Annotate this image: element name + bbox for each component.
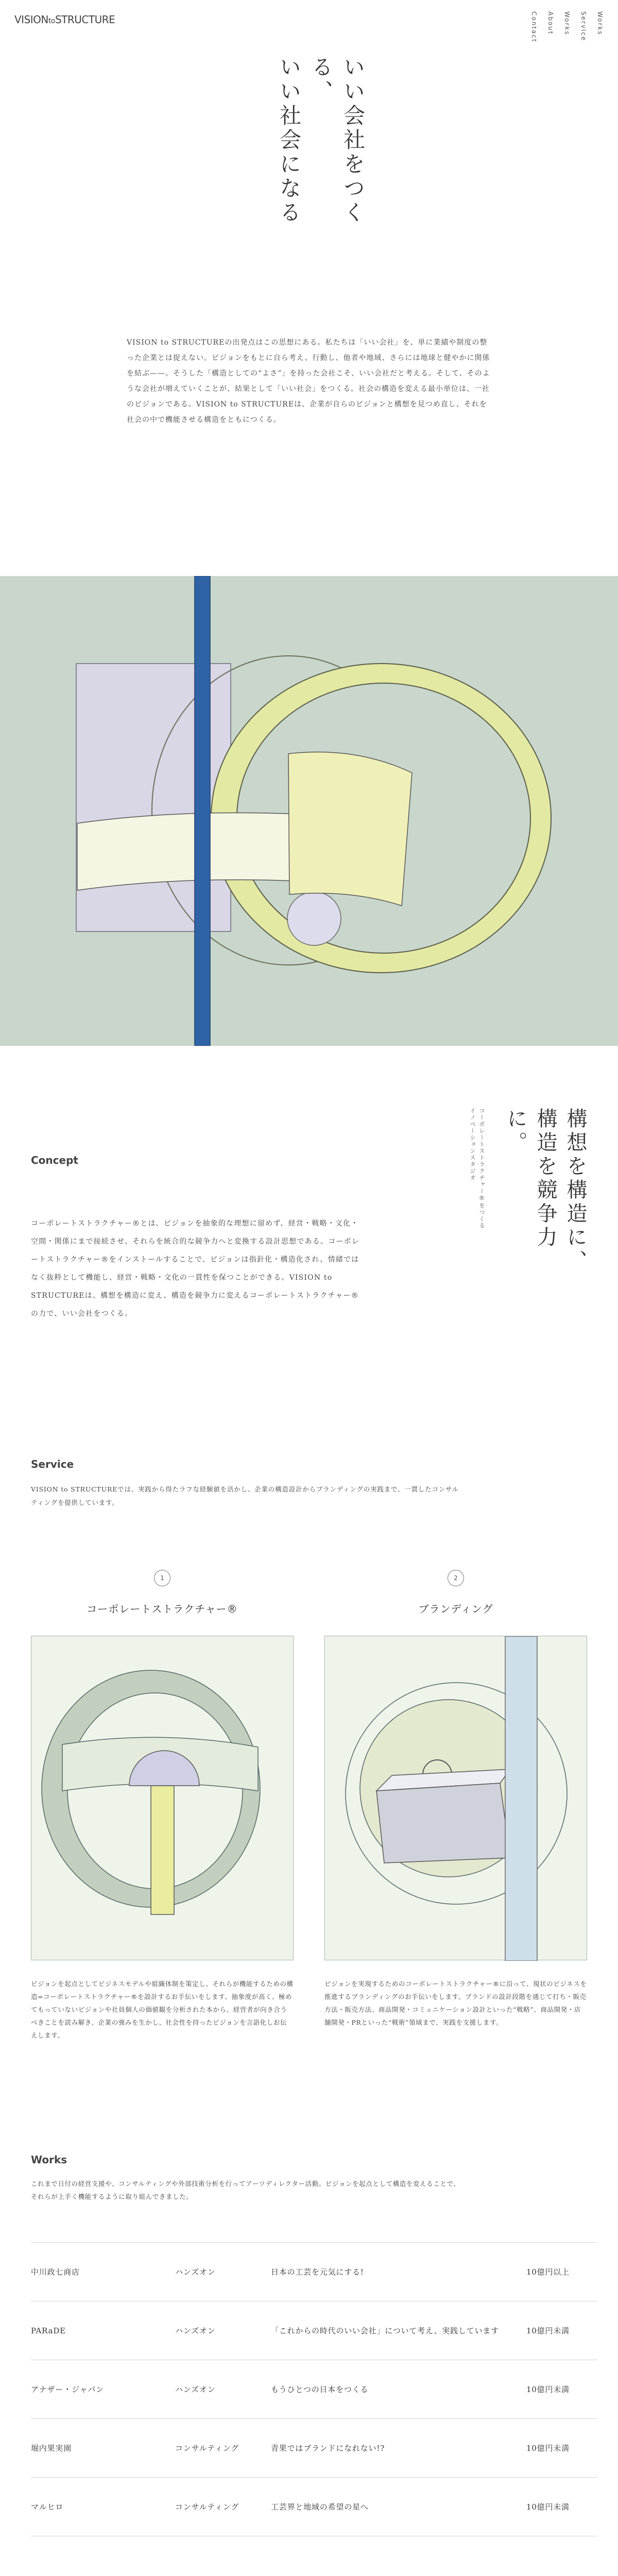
hero-title <box>273 56 369 231</box>
concept-heading: Concept <box>31 1154 78 1166</box>
works-row[interactable] <box>31 2360 597 2419</box>
works-title: もうひとつの日本をつくる <box>271 2385 369 2394</box>
nav-contact[interactable]: Contact <box>530 11 538 43</box>
nav-works[interactable]: Works <box>596 11 604 36</box>
works-client: 中川政七商店 <box>31 2267 80 2277</box>
logo-vision: VISION <box>14 13 48 26</box>
works-lead: これまで日付の経営支援や、コンサルティングや外部技術分析を行ってアーツディレクター活動。ビジョンを起点として構造を変えることで、それらが上手く機能するように取り組んできました。 <box>31 2180 460 2200</box>
corporate-structure-art <box>31 1636 294 1961</box>
logo-structure: STRUCTURE <box>55 13 115 26</box>
works-title: 日本の工芸を元気にする! <box>271 2267 364 2277</box>
service-card-branding[interactable] <box>324 1636 587 1960</box>
works-title: 青果ではブランドになれない!? <box>271 2444 385 2453</box>
works-row[interactable] <box>31 2243 597 2301</box>
works-scale: 10億円未満 <box>526 2502 570 2512</box>
concept-text: コーポレートストラクチャー®とは、ビジョンを抽象的な理想に留めず、経営・戦略・文化・空間・関係にまで接続させ、それらを統合的な競争力へと変換する設計思想である。コーポレートストラクチャー®をインストールすることで、ビジョンは指針化・構造化され、情緒ではなく抜粋として機能し、経営・戦略・文化の一貫性を保つことができる。VISION to STRUCTUREは、構想を構造に変え、構造を競争力に変えるコーポレートストラクチャー®の力で、いい会社をつくる。 <box>31 1219 359 1318</box>
service-heading: Service <box>31 1458 74 1470</box>
vertical-nav <box>530 11 604 43</box>
hero-title-line1: いい会社をつくる、 <box>308 56 366 225</box>
hero-title-line2: いい社会になる <box>277 56 302 225</box>
concept-sub-line2: イノベーションスタジオ <box>469 1108 476 1181</box>
works-type: コンサルティング <box>175 2502 239 2512</box>
works-scale: 10億円以上 <box>526 2267 570 2277</box>
works-client: アナザー・ジャパン <box>31 2385 104 2394</box>
works-client: 堀内果実園 <box>31 2444 72 2453</box>
works-row[interactable] <box>31 2478 597 2536</box>
works-client: PARaDE <box>31 2326 66 2335</box>
service-number-1: 1 <box>154 1570 170 1586</box>
works-scale: 10億円未満 <box>526 2444 570 2453</box>
logo-to: to <box>48 17 55 25</box>
concept-catch-line1: 構想を構造に、 <box>563 1108 587 1274</box>
works-client: マルヒロ <box>31 2502 64 2512</box>
nav-works-2[interactable]: Works <box>563 11 571 36</box>
nav-service[interactable]: Service <box>580 11 587 42</box>
nav-about[interactable]: About <box>547 11 554 35</box>
works-type: コンサルティング <box>175 2444 239 2453</box>
works-title: 工芸界と地域の希望の星へ <box>271 2502 369 2512</box>
site-logo[interactable] <box>14 13 115 26</box>
concept-subcopy <box>468 1108 486 1262</box>
service-number-2: 2 <box>448 1570 464 1586</box>
abstract-structure-art <box>0 576 618 1046</box>
works-scale: 10億円未満 <box>526 2326 570 2335</box>
service-title-branding[interactable]: ブランディング <box>418 1603 493 1615</box>
works-title: 「これからの時代のいい会社」について考え、実践しています <box>271 2326 500 2335</box>
hero-illustration <box>0 576 618 1046</box>
works-row[interactable] <box>31 2419 597 2478</box>
concept-sub-line1: コーポレートストラクチャー®をつくる <box>478 1108 485 1229</box>
works-row[interactable] <box>31 2301 597 2360</box>
concept-catch-line2: 構造を競争力に。 <box>504 1108 557 1250</box>
hero-text: VISION to STRUCTUREの出発点はこの思想にある。私たちは「いい会社」を、単に業績や制度の整った企業とは捉えない。ビジョンをもとに自ら考え、行動し、他者や地域、さらには地球と健やかに関係を結ぶ——。そうした「構造としての“よさ”」を持った会社こそ、いい会社だと考える。そして、そのような会社が増えていくことが、結果として「いい社会」をつくる。社会の構造を変える最小単位は、一社のビジョンである。VISION to STRUCTUREは、企業が自らのビジョンと構想を見つめ直し、それを社会の中で機能させる構造をともにつくる。 <box>127 338 490 424</box>
service-title-corporate-structure[interactable]: コーポレートストラクチャー® <box>87 1603 238 1615</box>
branding-art <box>325 1636 588 1961</box>
service-card-corporate-structure[interactable] <box>31 1636 294 1960</box>
service-text-corporate-structure: ビジョンを起点としてビジネスモデルや組織体制を策定し、それらが機能するための構造=コーポレートストラクチャー®を設計するお手伝いをします。抽象度が高く、極めてもっていないビジョンや社員個人の価値観を分析された本から、経営者が向き合うべきことを読み解き、企業の強みを生かし、社会性を持ったビジョンを言語化しお伝えします。 <box>31 1980 294 2039</box>
works-scale: 10億円未満 <box>526 2385 570 2394</box>
works-heading: Works <box>31 2154 67 2166</box>
service-text-branding: ビジョンを実現するためのコーポレートストラクチャー®に沿って、現状のビジネスを推進するブランディングのお手伝いをします。ブランドの設計段階を通じて打ち・販売方法・販売方法、商品開発・コミュニケーション設計といった“戦略”、商品開発・店舗開発・PRといった“戦術”領域まで、実践を支援します。 <box>324 1980 587 2026</box>
service-lead: VISION to STRUCTUREでは、実践から得たラフな経験値を活かし、企業の構造設計からブランディングの実践まで、一貫したコンサルティングを提供しています。 <box>31 1485 459 1506</box>
works-type: ハンズオン <box>175 2326 216 2335</box>
works-type: ハンズオン <box>175 2267 216 2277</box>
works-type: ハンズオン <box>175 2385 216 2394</box>
works-list <box>31 2242 597 2536</box>
concept-catch <box>501 1108 590 1293</box>
